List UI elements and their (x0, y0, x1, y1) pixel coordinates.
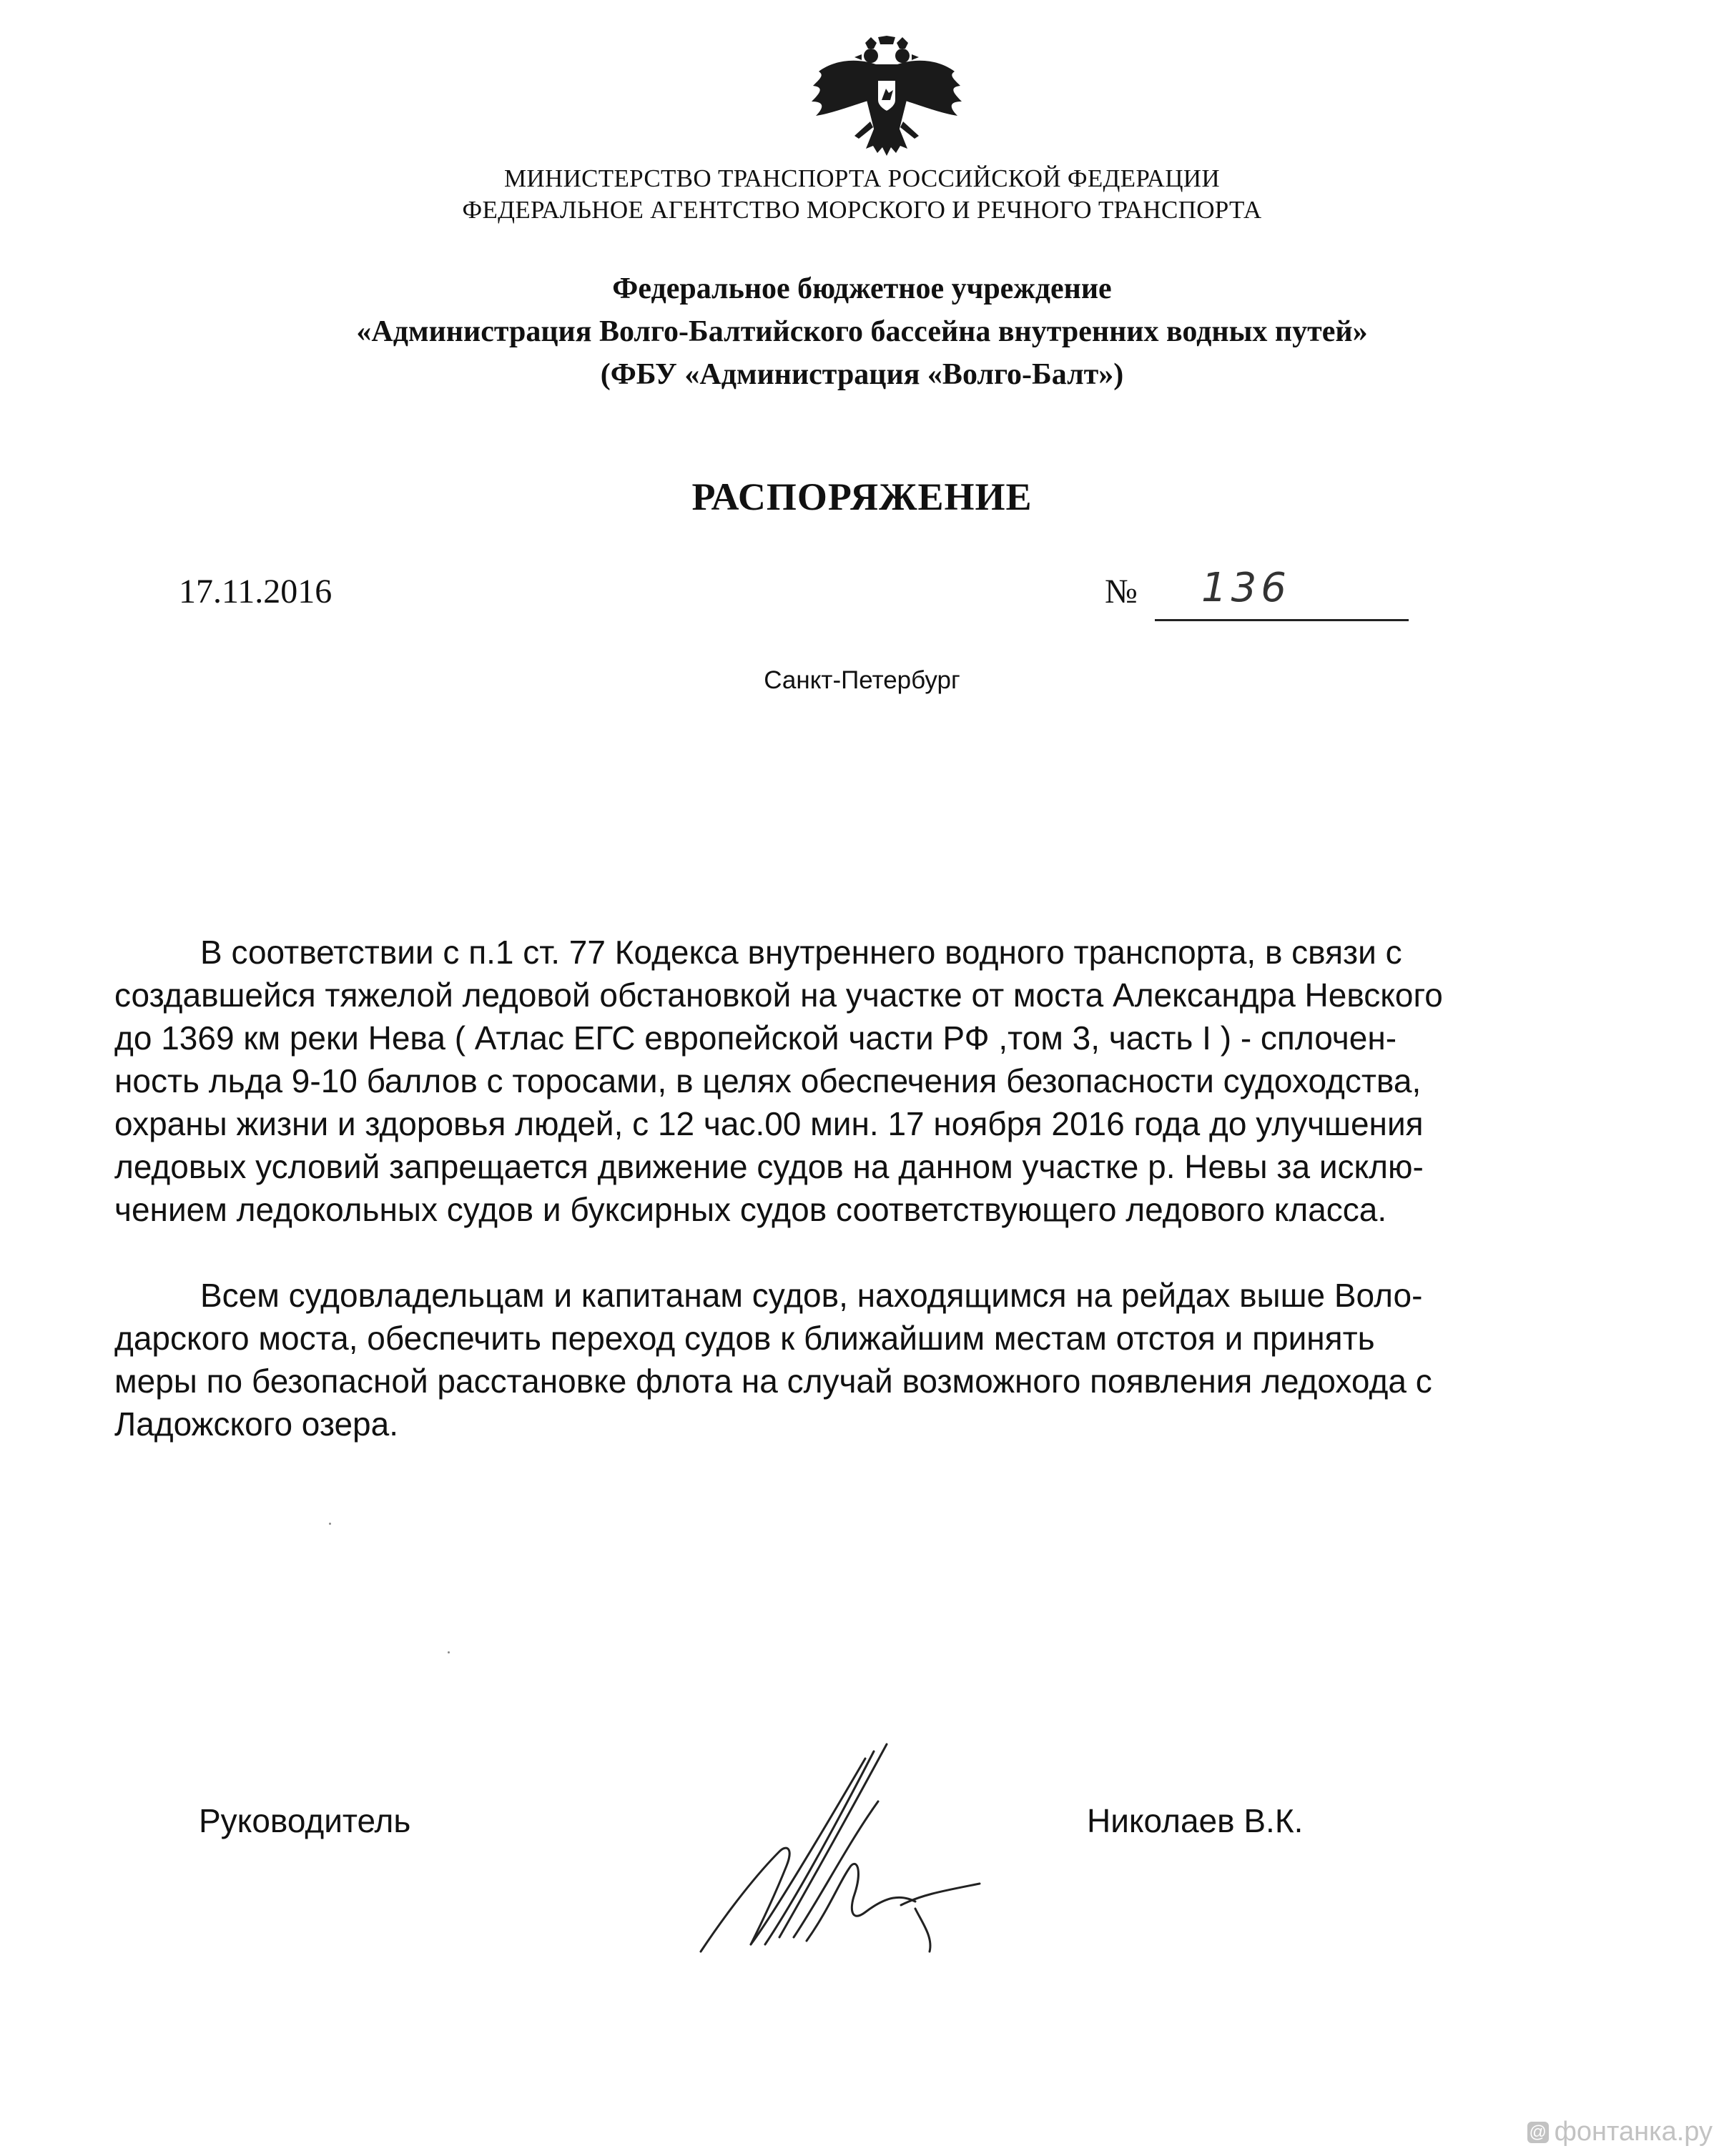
org-full-name: «Администрация Волго-Балтийского бассейна внутренних водных путей» (356, 315, 1368, 348)
body-line: Ладожского озера. (114, 1405, 398, 1443)
agency-name: ФЕДЕРАЛЬНОЕ АГЕНТСТВО МОРСКОГО И РЕЧНОГО ТРАНСПОРТА (462, 196, 1262, 224)
number-underline (1155, 619, 1409, 621)
body-line: Всем судовладельцам и капитанам судов, находящимся на рейдах выше Воло- (200, 1277, 1423, 1314)
body-line: ледовых условий запрещается движение судов на данном участке р. Невы за исклю- (114, 1148, 1424, 1185)
body-line: В соответствии с п.1 ст. 77 Кодекса внутреннего водного транспорта, в связи с (200, 934, 1402, 971)
document-number-value: 136 (1201, 565, 1291, 611)
body-line: создавшейся тяжелой ледовой обстановкой на участке от моста Александра Невского (114, 976, 1443, 1014)
document-title: РАСПОРЯЖЕНИЕ (691, 475, 1033, 518)
fontanka-logo-icon: @ (1527, 2122, 1549, 2143)
body-line: дарского моста, обеспечить переход судов к ближайшим местам отстоя и принять (114, 1320, 1375, 1357)
ministry-name: МИНИСТЕРСТВО ТРАНСПОРТА РОССИЙСКОЙ ФЕДЕРАЦИИ (504, 164, 1220, 192)
org-short-name: (ФБУ «Администрация «Волго-Балт») (600, 358, 1124, 391)
body-line: охраны жизни и здоровья людей, с 12 час.00 мин. 17 ноября 2016 года до улучшения (114, 1105, 1424, 1142)
body-paragraph-2 (114, 1274, 1623, 1445)
signatory-role: Руководитель (199, 1802, 411, 1839)
org-type: Федеральное бюджетное учреждение (612, 272, 1112, 305)
watermark-text: фонтанка.ру (1554, 2117, 1713, 2147)
signatory-name: Николаев В.К. (1087, 1802, 1304, 1839)
handwritten-signature (686, 1730, 1001, 1966)
scan-speck (329, 1523, 331, 1525)
body-line: ность льда 9-10 баллов с торосами, в целях обеспечения безопасности судоходства, (114, 1062, 1422, 1099)
double-headed-eagle-emblem-icon (804, 36, 969, 164)
body-line: меры по безопасной расстановке флота на случай возможного появления ледохода с (114, 1363, 1432, 1400)
body-paragraph-1 (114, 931, 1623, 1231)
source-watermark (1527, 2117, 1713, 2147)
body-line: до 1369 км реки Нева ( Атлас ЕГС европейской части РФ ,том 3, часть I ) - сплочен- (114, 1019, 1397, 1057)
document-date: 17.11.2016 (179, 573, 333, 610)
scan-speck (448, 1651, 450, 1653)
body-line: чением ледокольных судов и буксирных судов соответствующего ледового класса. (114, 1191, 1387, 1228)
document-number-label: № (1105, 573, 1138, 610)
document-city: Санкт-Петербург (764, 666, 960, 694)
